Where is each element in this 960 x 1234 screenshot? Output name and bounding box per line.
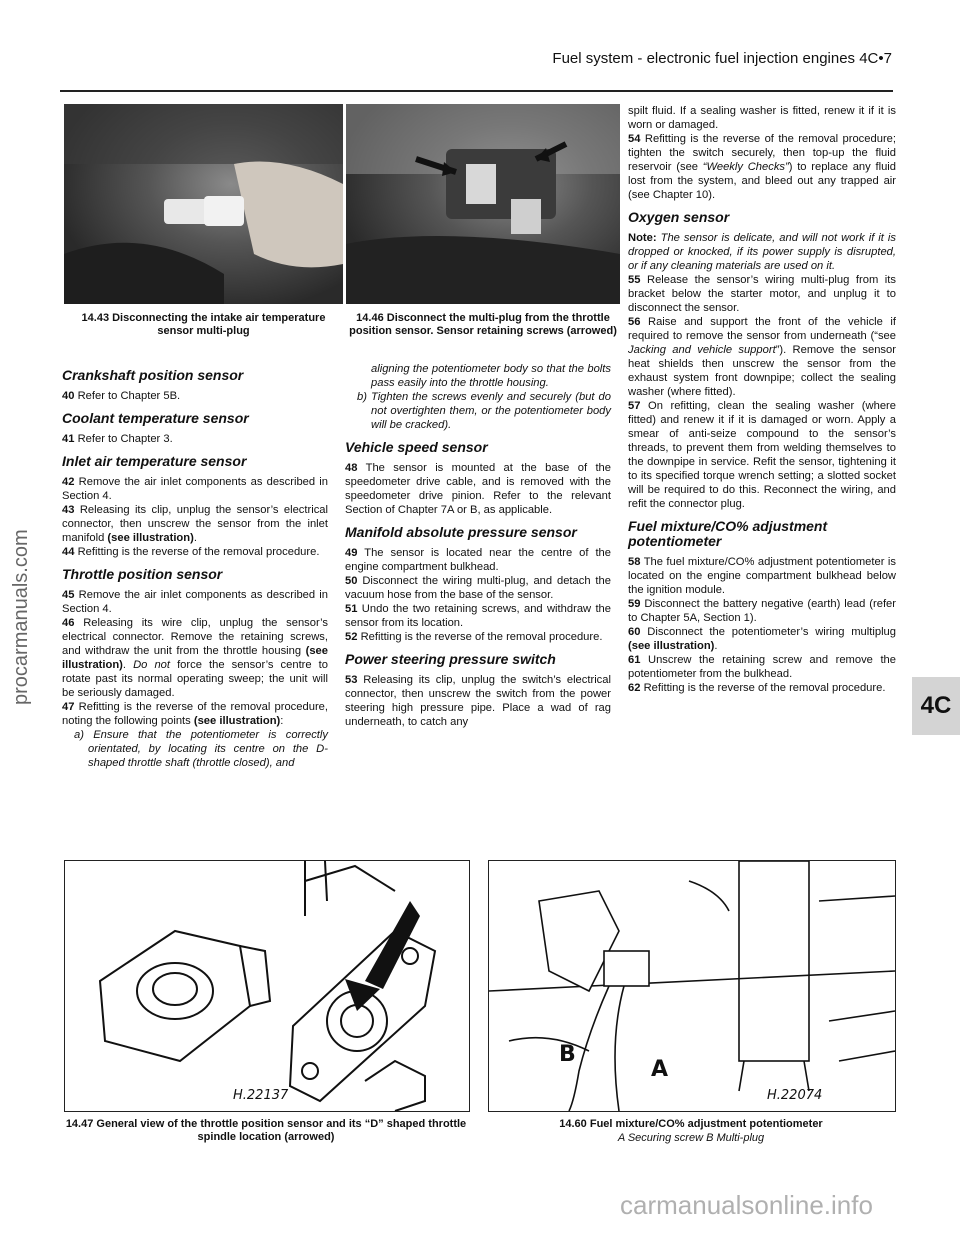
paragraph-47 (62, 700, 328, 728)
drawing-code: H.22074 (767, 1088, 823, 1103)
step-text: . (714, 640, 718, 652)
paragraph-61 (628, 653, 896, 681)
paragraph-58 (628, 555, 896, 597)
illustration-ref: (see illustration) (628, 640, 715, 652)
paragraph-52 (345, 630, 611, 644)
step-text: Releasing its wire clip, unplug the sensor’s electrical connector. Remove the retaining screws, and withdraw the unit from the throttle housing (62, 617, 328, 657)
step-number: 47 (62, 701, 75, 713)
step-number: 62 (628, 682, 641, 694)
step-number: 61 (628, 654, 641, 666)
photo-1-art (64, 104, 343, 304)
paragraph-62 (628, 681, 896, 695)
drawing-fuel-mixture-potentiometer (488, 860, 896, 1112)
step-text: Releasing its clip, unplug the switch’s electrical connector, then unscrew the switch from the power steering high pressure pipe. Place a wad of rag underneath, to catch any (345, 674, 611, 728)
list-item-a-cont: aligning the potentiometer body so that the bolts pass easily into the throttle housing. (371, 363, 611, 389)
step-text: Releasing its clip, unplug the sensor’s electrical connector, then unscrew the sensor from the inlet manifold (62, 504, 329, 544)
paragraph-45 (62, 588, 328, 616)
paragraph-60 (628, 625, 896, 653)
heading-oxygen-sensor: Oxygen sensor (628, 209, 730, 225)
paragraph-53 (345, 673, 611, 729)
step-text: : (280, 715, 284, 727)
step-text: On refitting, clean the sealing washer (where fitted) and renew it if it is damaged or worn. Apply a smear of anti-seize compound to the sensor’s threads, to prevent them from welding themselves to the downpipe in service. Refit the sensor, tightening it to its specified torque wrench setting; a slotted socket will be required to do this. Reconnect the wiring, and refit the connector plug. (628, 400, 896, 510)
paragraph-44 (62, 545, 328, 559)
paragraph-56 (628, 315, 896, 399)
step-text: ) to replace any fluid lost from the system, and bleed out any trapped air (see Chapter 10). (628, 161, 896, 201)
paragraph-53-cont: spilt fluid. If a sealing washer is fitted, renew it if it is worn or damaged. (628, 105, 896, 131)
photo-2-art (346, 104, 620, 304)
paragraph-57 (628, 399, 896, 511)
illustration-ref: (see illustration) (107, 532, 194, 544)
step-text: Remove the air inlet components as described in Section 4. (62, 476, 329, 502)
step-number: 42 (62, 476, 75, 488)
caption-14-47: 14.47 General view of the throttle position sensor and its “D” shaped throttle spindle location (arrowed) (65, 1118, 467, 1143)
drawing-2-art (489, 861, 895, 1111)
caption-14-60-legend: A Securing screw B Multi-plug (617, 1132, 765, 1144)
paragraph-41 (62, 432, 328, 446)
step-number: 43 (62, 504, 75, 516)
step-text: force the sensor’s centre to rotate past its normal operating sweep; the unit will be seriously damaged. (62, 659, 329, 699)
step-text: Disconnect the wiring multi-plug, and detach the vacuum hose from the base of the sensor. (345, 575, 611, 601)
paragraph-49 (345, 546, 611, 574)
step-text: Refitting is the reverse of the removal procedure; tighten the switch securely, then top-up the fluid reservoir (see (628, 133, 896, 173)
step-text: ”). Remove the sensor heat shields then unscrew the sensor from the exhaust system front downpipe; collect the sealing washer (where fitted). (628, 344, 896, 398)
step-text: . (122, 659, 134, 671)
photo-intake-air-sensor (64, 104, 343, 304)
heading-power-steering-switch: Power steering pressure switch (345, 651, 556, 667)
heading-throttle-sensor: Throttle position sensor (62, 566, 223, 582)
step-number: 59 (628, 598, 641, 610)
drawing-1-art (65, 861, 469, 1111)
step-number: 52 (345, 631, 358, 643)
step-text: Raise and support the front of the vehicle if required to remove the sensor from underneath (“see (628, 316, 896, 342)
reference-text: Jacking and vehicle support (628, 344, 776, 356)
step-text: Refitting is the reverse of the removal procedure. (360, 631, 603, 643)
paragraph-55 (628, 273, 896, 315)
illustration-ref: (see illustration) (193, 715, 281, 727)
step-number: 50 (345, 575, 358, 587)
label-a: A (651, 1057, 669, 1082)
note-text: The sensor is delicate, and will not work if it is dropped or knocked, if its power supply is disrupted, or if any cleaning materials are used on it. (628, 232, 896, 272)
photo-throttle-sensor (346, 104, 620, 304)
step-text: Refitting is the reverse of the removal procedure. (77, 546, 320, 558)
step-text: Refer to Chapter 3. (77, 433, 173, 445)
step-text: Remove the air inlet components as described in Section 4. (62, 589, 329, 615)
paragraph-54 (628, 132, 896, 202)
step-text: Disconnect the battery negative (earth) lead (refer to Chapter 5A, Section 1). (628, 598, 897, 624)
list-item-b: b) Tighten the screws evenly and securely (but do not overtighten them, or the potentiometer body will be cracked). (357, 391, 611, 431)
caption-14-46: 14.46 Disconnect the multi-plug from the throttle position sensor. Sensor retaining screws (arrowed) (349, 312, 617, 337)
step-number: 51 (345, 603, 358, 615)
heading-inlet-air-sensor: Inlet air temperature sensor (62, 453, 247, 469)
step-text: Refitting is the reverse of the removal procedure, noting the following points (62, 701, 328, 727)
step-text: The sensor is mounted at the base of the speedometer drive cable, and is removed with the speedometer drive pinion. Refer to the relevant Section of Chapter 7A or B, as applicable. (345, 462, 612, 516)
step-number: 44 (62, 546, 75, 558)
list-item-a: a) Ensure that the potentiometer is correctly orientated, by locating its centre on the D-shaped throttle shaft (throttle closed), and (74, 729, 328, 769)
caption-14-43: 14.43 Disconnecting the intake air temperature sensor multi-plug (81, 312, 326, 337)
paragraph-50 (345, 574, 611, 602)
heading-crankshaft-sensor: Crankshaft position sensor (62, 367, 244, 383)
step-text: Unscrew the retaining screw and remove the potentiometer from the bulkhead. (628, 654, 896, 680)
note-label: Note: (628, 232, 657, 244)
step-number: 57 (628, 400, 641, 412)
step-text: Refitting is the reverse of the removal procedure. (643, 682, 886, 694)
caption-14-60: 14.60 Fuel mixture/CO% adjustment potentiometer (559, 1118, 823, 1130)
column-2 (345, 362, 611, 729)
drawing-throttle-sensor (64, 860, 470, 1112)
step-text: Refer to Chapter 5B. (77, 390, 181, 402)
step-text: Disconnect the potentiometer’s wiring multiplug (647, 626, 896, 638)
step-number: 45 (62, 589, 75, 601)
step-number: 41 (62, 433, 75, 445)
reference-text: “Weekly Checks” (702, 161, 789, 173)
drawing-code: H.22137 (233, 1088, 289, 1103)
paragraph-40 (62, 389, 328, 403)
page-header: Fuel system - electronic fuel injection engines 4C•7 (552, 50, 892, 67)
footer-watermark: carmanualsonline.info (620, 1190, 873, 1220)
paragraph-59 (628, 597, 896, 625)
label-b: B (559, 1042, 576, 1067)
step-number: 48 (345, 462, 358, 474)
step-text: . (193, 532, 197, 544)
paragraph-51 (345, 602, 611, 630)
step-number: 53 (345, 674, 358, 686)
step-number: 56 (628, 316, 641, 328)
column-3 (628, 104, 896, 695)
step-text: The fuel mixture/CO% adjustment potentiometer is located on the engine compartment bulkhead below the ignition module. (628, 556, 896, 596)
step-text: Undo the two retaining screws, and withdraw the sensor from its location. (345, 603, 611, 629)
column-1 (62, 360, 328, 770)
step-number: 58 (628, 556, 641, 568)
paragraph-46 (62, 616, 328, 700)
heading-map-sensor: Manifold absolute pressure sensor (345, 524, 577, 540)
step-number: 49 (345, 547, 358, 559)
heading-fuel-mixture-potentiometer: Fuel mixture/CO% adjustment potentiometer (628, 518, 828, 549)
note (628, 231, 896, 273)
step-text: The sensor is located near the centre of the engine compartment bulkhead. (345, 547, 612, 573)
step-number: 55 (628, 274, 641, 286)
list-items (62, 728, 328, 770)
side-watermark: procarmanuals.com (10, 529, 32, 705)
step-number: 46 (62, 617, 75, 629)
step-text: Release the sensor’s wiring multi-plug from its bracket below the starter motor, and unplug it to disconnect the sensor. (628, 274, 896, 314)
chapter-tab: 4C (912, 677, 960, 735)
header-rule (60, 90, 893, 92)
illustration-ref: (see illustration) (62, 645, 328, 671)
heading-coolant-sensor: Coolant temperature sensor (62, 410, 249, 426)
step-number: 54 (628, 133, 641, 145)
heading-vehicle-speed-sensor: Vehicle speed sensor (345, 439, 488, 455)
paragraph-48 (345, 461, 611, 517)
paragraph-43 (62, 503, 328, 545)
paragraph-42 (62, 475, 328, 503)
step-number: 60 (628, 626, 641, 638)
step-number: 40 (62, 390, 75, 402)
list-items (345, 362, 611, 432)
warning-text: Do not (133, 659, 171, 671)
